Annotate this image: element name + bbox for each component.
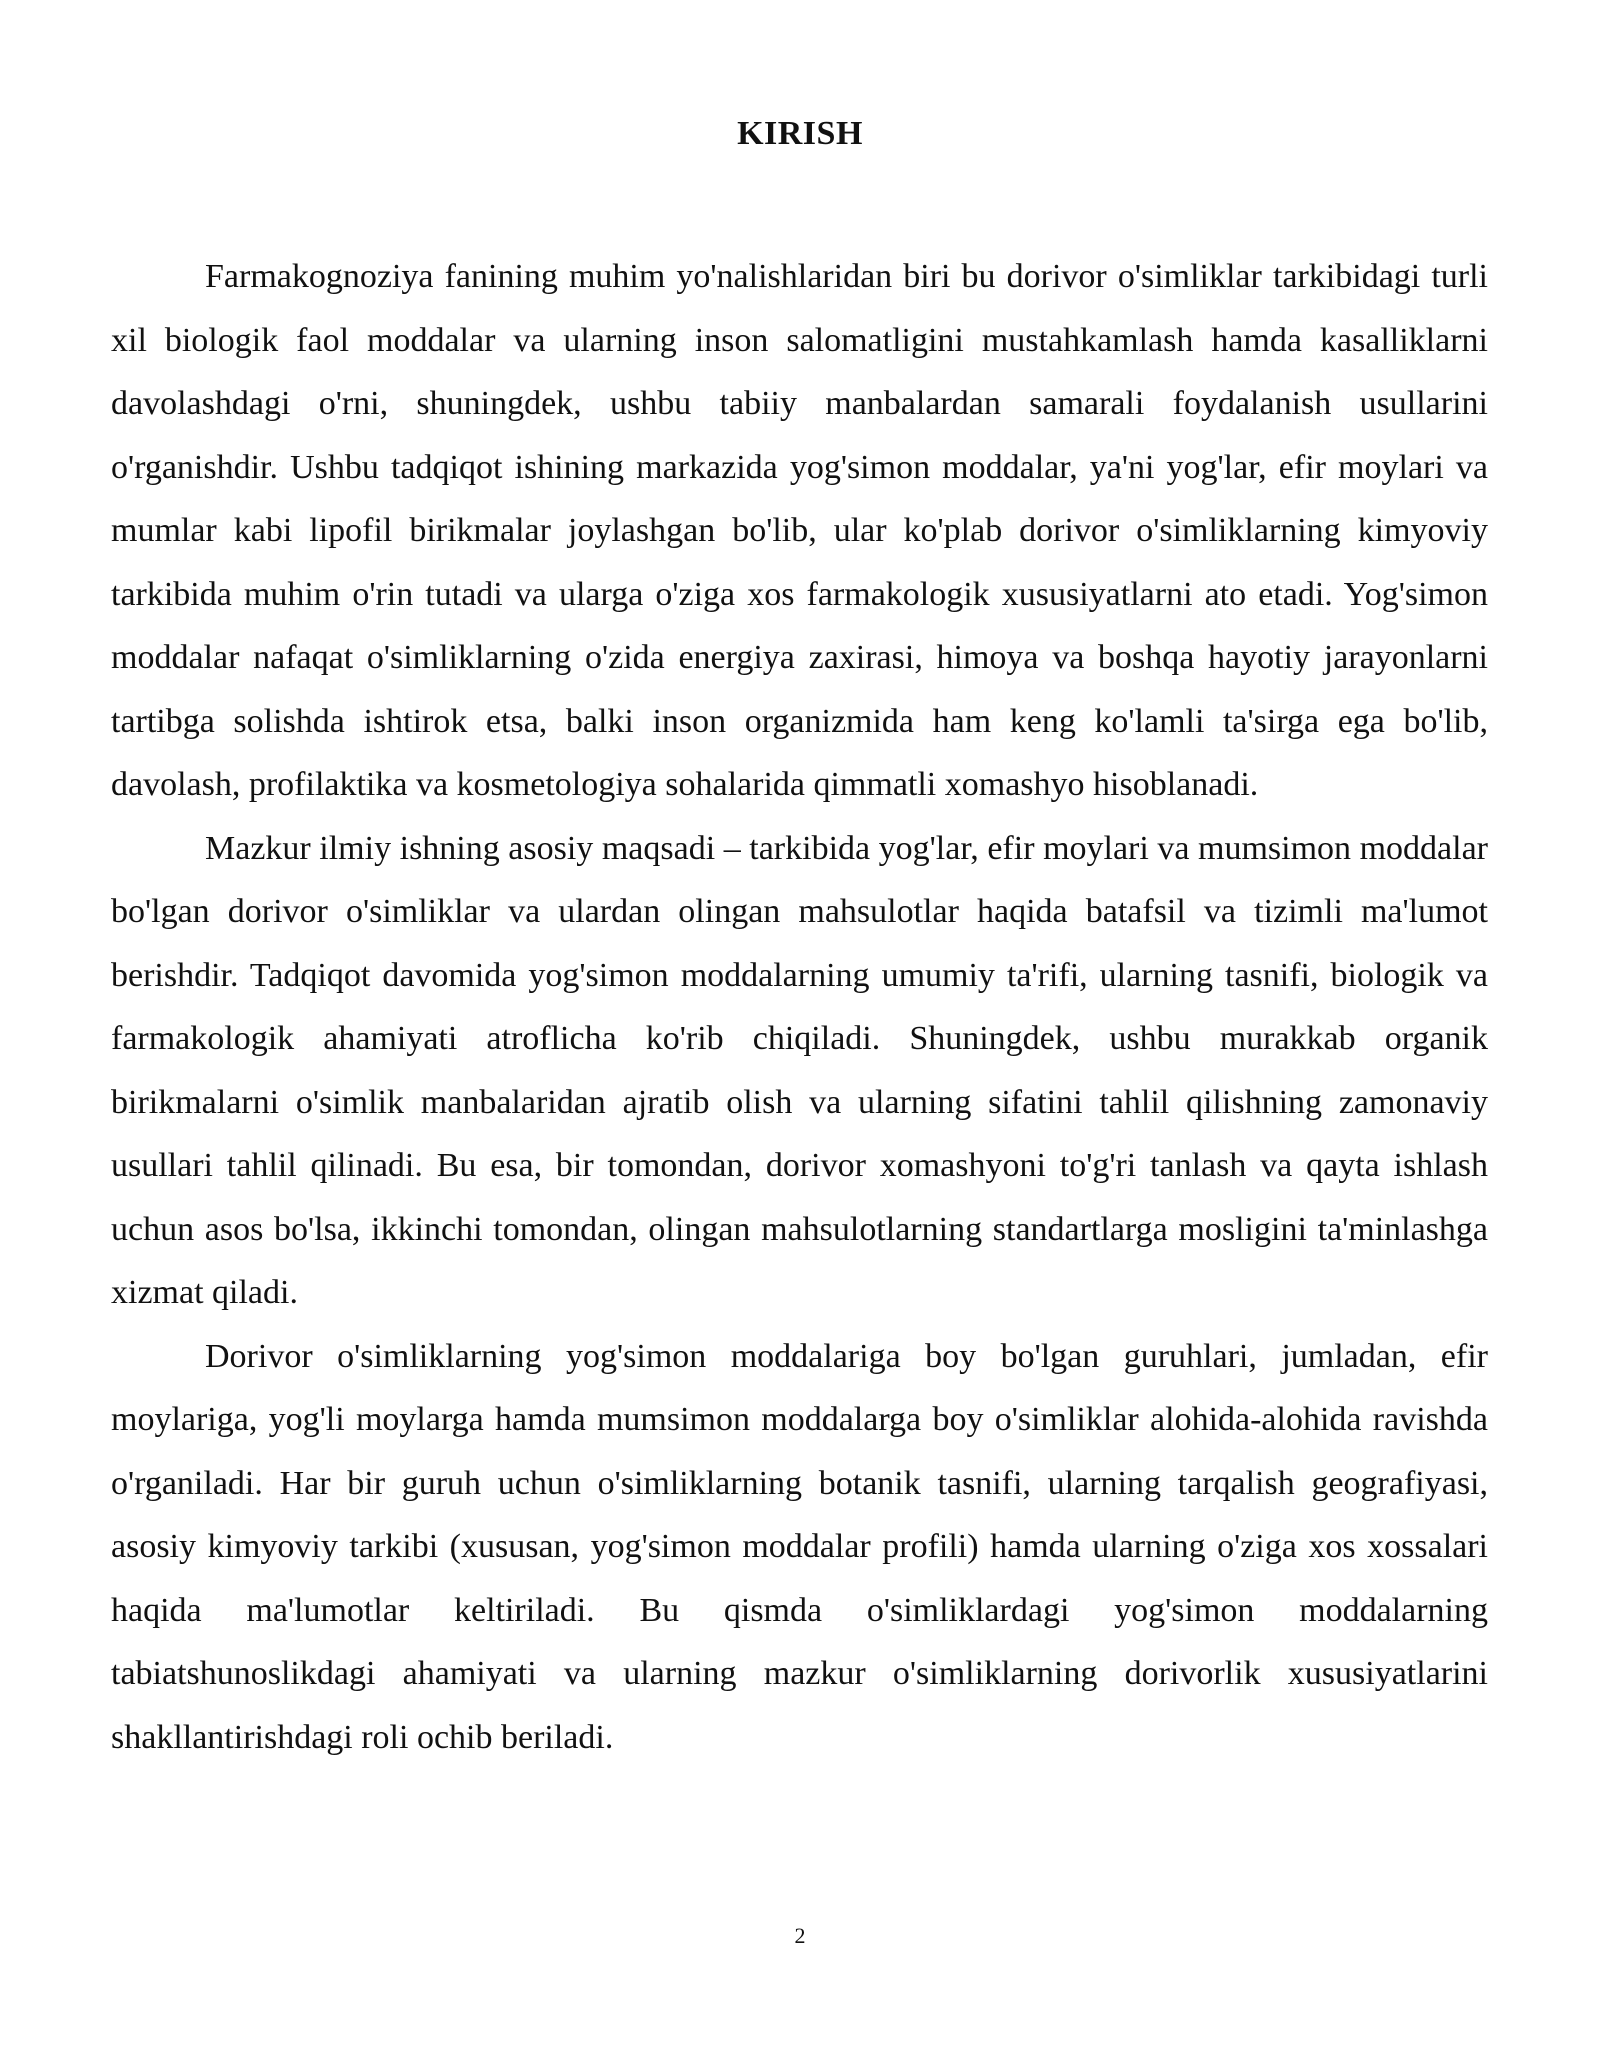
paragraph-1: Farmakognoziya fanining muhim yo'nalishlaridan biri bu dorivor o'simliklar tarkibidagi turli xil biologik faol moddalar va ularning inson salomatligini mustahkamlash hamda kasalliklarni davolashdagi o'rni, shuningdek, ushbu tabiiy manbalardan samarali foydalanish usullarini o'rganishdir. Ushbu tadqiqot ishining markazida yog'simon moddalar, ya'ni yog'lar, efir moylari va mumlar kabi lipofil birikmalar joylashgan bo'lib, ular ko'plab dorivor o'simliklarning kimyoviy tarkibida muhim o'rin tutadi va ularga o'ziga xos farmakologik xususiyatlarni ato etadi. Yog'simon moddalar nafaqat o'simliklarning o'zida energiya zaxirasi, himoya va boshqa hayotiy jarayonlarni tartibga solishda ishtirok etsa, balki inson organizmida ham keng ko'lamli ta'sirga ega bo'lib, davolash, profilaktika va kosmetologiya sohalarida qimmatli xomashyo hisoblanadi.	[111, 258, 1488, 803]
page-title: KIRISH	[737, 115, 863, 152]
paragraph-3: Dorivor o'simliklarning yog'simon moddalariga boy bo'lgan guruhlari, jumladan, efir moylariga, yog'li moylarga hamda mumsimon moddalarga boy o'simliklar alohida-alohida ravishda o'rganiladi. Har bir guruh uchun o'simliklarning botanik tasnifi, ularning tarqalish geografiyasi, asosiy kimyoviy tarkibi (xususan, yog'simon moddalar profili) hamda ularning o'ziga xos xossalari haqida ma'lumotlar keltiriladi. Bu qismda o'simliklardagi yog'simon moddalarning tabiatshunoslikdagi ahamiyati va ularning mazkur o'simliklarning dorivorlik xususiyatlarini shakllantirishdagi roli ochib beriladi.	[111, 1337, 1488, 1756]
paragraph-2: Mazkur ilmiy ishning asosiy maqsadi – tarkibida yog'lar, efir moylari va mumsimon moddalar bo'lgan dorivor o'simliklar va ulardan olingan mahsulotlar haqida batafsil va tizimli ma'lumot berishdir. Tadqiqot davomida yog'simon moddalarning umumiy ta'rifi, ularning tasnifi, biologik va farmakologik ahamiyati atroflicha ko'rib chiqiladi. Shuningdek, ushbu murakkab organik birikmalarni o'simlik manbalaridan ajratib olish va ularning sifatini tahlil qilishning zamonaviy usullari tahlil qilinadi. Bu esa, bir tomondan, dorivor xomashyoni to'g'ri tanlash va qayta ishlash uchun asos bo'lsa, ikkinchi tomondan, olingan mahsulotlarning standartlarga mosligini ta'minlashga xizmat qiladi.	[111, 829, 1488, 1311]
page-number: 2	[794, 1923, 806, 1948]
document-body	[111, 245, 1488, 1769]
